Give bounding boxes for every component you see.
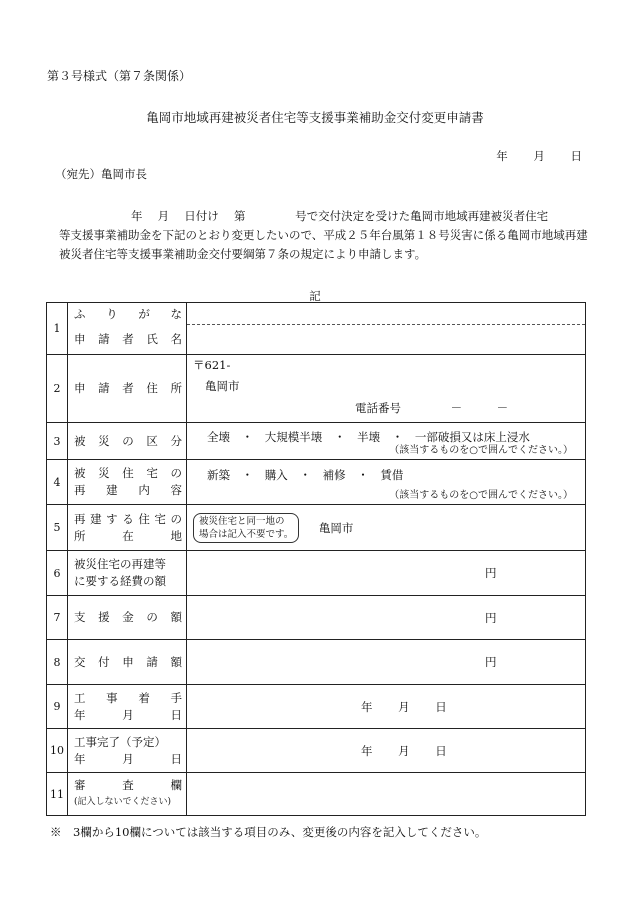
row-number: 11: [47, 773, 68, 816]
label-request-amount: [68, 640, 187, 685]
intro-paragraph: [59, 207, 599, 264]
bubble-line-2: 場合は記入不要です。: [199, 528, 294, 540]
row-number: 7: [47, 596, 68, 640]
furigana-input-area[interactable]: [187, 303, 585, 325]
char: 内: [138, 483, 150, 497]
char: 月: [122, 751, 134, 766]
char: 者: [122, 381, 134, 395]
row-applicant-name: [47, 303, 586, 355]
char: 着: [138, 690, 150, 705]
row-number: 4: [47, 460, 68, 505]
yen-unit: 円: [485, 655, 497, 669]
char: 請: [146, 654, 158, 669]
row-number: 8: [47, 640, 68, 685]
char: 住: [122, 466, 134, 480]
char: 名: [170, 332, 182, 346]
label-support-amount: [68, 596, 187, 640]
char: 査: [122, 778, 134, 792]
char: す: [106, 511, 118, 526]
date-ymd: 年 月 日: [361, 699, 447, 714]
char: 日: [170, 751, 182, 766]
char: 年: [74, 751, 86, 766]
construction-start-field[interactable]: [187, 685, 586, 729]
char: の: [170, 511, 182, 526]
label-line-2: に要する経費の額: [74, 574, 166, 588]
postal-code: 〒621-: [193, 358, 231, 372]
row-damage-category: [47, 423, 586, 460]
char: 申: [122, 654, 134, 669]
char: 在: [122, 528, 134, 543]
row-rebuild-cost: [47, 551, 586, 596]
char: 住: [146, 381, 158, 395]
date-line: 年 月 日: [496, 149, 582, 163]
char: 支: [74, 610, 86, 624]
char: 年: [74, 707, 86, 722]
label-damage-category: [68, 423, 187, 460]
row-number: 3: [47, 423, 68, 460]
row-number: 9: [47, 685, 68, 729]
char: 所: [170, 381, 182, 395]
construction-end-field[interactable]: [187, 729, 586, 773]
char: 月: [122, 707, 134, 722]
row-applicant-address: [47, 355, 586, 423]
char: 交: [74, 654, 86, 669]
ki-heading: 記: [309, 289, 321, 303]
row-number: 10: [47, 729, 68, 773]
row-number: 1: [47, 303, 68, 355]
char: の: [122, 433, 134, 448]
label-rebuild-cost: [68, 551, 187, 596]
char: 再: [74, 511, 86, 526]
row-construction-end: [47, 729, 586, 773]
yen-unit: 円: [485, 610, 497, 625]
yen-unit: 円: [485, 566, 497, 580]
char: 建: [106, 483, 118, 497]
label-name: [74, 326, 182, 354]
phone-label: 電話番号: [355, 401, 401, 415]
char: 区: [146, 433, 158, 448]
char: の: [170, 466, 182, 480]
char: る: [122, 511, 134, 526]
rebuild-location-field[interactable]: [187, 505, 586, 551]
char: 金: [122, 610, 134, 624]
label-applicant-name: [68, 303, 187, 355]
label-rebuild-content: [68, 460, 187, 505]
char: 申: [74, 381, 86, 395]
location-city: 亀岡市: [318, 520, 354, 535]
char: の: [146, 610, 158, 624]
form-number-label: 第３号様式（第７条関係）: [47, 69, 192, 83]
char: 被: [74, 466, 86, 480]
char: 所: [74, 528, 86, 543]
char: 住: [138, 511, 150, 526]
same-location-bubble: [193, 513, 299, 543]
phone-dashes: － －: [450, 401, 509, 415]
support-amount-field[interactable]: [187, 596, 586, 640]
char: 欄: [170, 778, 182, 792]
char: 日: [170, 707, 182, 722]
char: 額: [170, 610, 182, 624]
row-number: 6: [47, 551, 68, 596]
row-number: 2: [47, 355, 68, 423]
intro-line-1: 年 月 日付け 第 号で交付決定を受けた亀岡市地域再建被災者住宅: [131, 209, 549, 223]
label-construction-end: [68, 729, 187, 773]
char: 地: [170, 528, 182, 543]
label-review: [68, 773, 187, 816]
row-support-amount: [47, 596, 586, 640]
rebuild-cost-field[interactable]: [187, 551, 586, 596]
char: 被: [74, 433, 86, 448]
char: 災: [98, 466, 110, 480]
char: 災: [98, 433, 110, 448]
char: 工: [74, 690, 86, 705]
char: ふ: [74, 307, 86, 321]
damage-options[interactable]: 全壊 ・ 大規模半壊 ・ 半壊 ・ 一部破損又は床上浸水: [207, 430, 530, 444]
char: 建: [90, 511, 102, 526]
char: り: [106, 307, 118, 321]
rebuild-options[interactable]: 新築 ・ 購入 ・ 補修 ・ 賃借: [207, 468, 404, 482]
row-rebuild-content: [47, 460, 586, 505]
row-construction-start: [47, 685, 586, 729]
intro-line-3: 被災者住宅等支援事業補助金交付要綱第７条の規定により申請します。: [59, 247, 427, 261]
request-amount-field[interactable]: [187, 640, 586, 685]
char: 請: [98, 332, 110, 346]
row-rebuild-location: [47, 505, 586, 551]
footnote: ※ 3欄から10欄については該当する項目のみ、変更後の内容を記入してください。: [50, 825, 487, 839]
char: 氏: [146, 332, 158, 346]
document-title: 亀岡市地域再建被災者住宅等支援事業補助金交付変更申請書: [146, 110, 484, 125]
char: 事: [106, 690, 118, 705]
char: 宅: [146, 466, 158, 480]
char: 申: [74, 332, 86, 346]
phone-line: [193, 400, 579, 416]
char: が: [138, 307, 150, 321]
char: 宅: [154, 511, 166, 526]
label-construction-start: [68, 685, 187, 729]
char: 額: [170, 654, 182, 669]
row-request-amount: [47, 640, 586, 685]
circle-note: （該当するものを○で囲んでください。）: [389, 490, 573, 501]
char: 手: [170, 690, 182, 705]
char: 再: [74, 483, 86, 497]
application-form-table: [46, 302, 586, 816]
date-ymd: 年 月 日: [361, 743, 447, 758]
label-line-1: 被災住宅の再建等: [74, 557, 166, 571]
rebuild-content-field[interactable]: [187, 460, 586, 505]
bubble-line-1: 被災住宅と同一地の: [199, 515, 285, 527]
label-rebuild-location: [68, 505, 187, 551]
char: 容: [170, 483, 182, 497]
addressee: （宛先）亀岡市長: [55, 167, 147, 181]
char: な: [170, 307, 182, 321]
label-line-2: (記入しないでください): [74, 797, 172, 807]
char: 審: [74, 778, 86, 792]
char: 付: [98, 654, 110, 669]
circle-note: （該当するものを○で囲んでください。）: [389, 445, 573, 456]
address-city: 亀岡市: [205, 379, 240, 393]
applicant-name-field[interactable]: [187, 303, 586, 355]
label-line-1: 工事完了（予定）: [74, 734, 166, 749]
label-applicant-address: [68, 355, 187, 423]
label-furigana: [74, 304, 182, 326]
row-number: 5: [47, 505, 68, 551]
row-review: [47, 773, 586, 816]
char: 分: [170, 433, 182, 448]
char: 者: [122, 332, 134, 346]
applicant-address-field[interactable]: [187, 355, 586, 423]
damage-category-field[interactable]: [187, 423, 586, 460]
intro-line-2: 等支援事業補助金を下記のとおり変更したいので、平成２５年台風第１８号災害に係る亀岡市地域再建: [59, 228, 588, 242]
char: 援: [98, 610, 110, 624]
review-field: [187, 773, 586, 816]
char: 請: [98, 381, 110, 395]
